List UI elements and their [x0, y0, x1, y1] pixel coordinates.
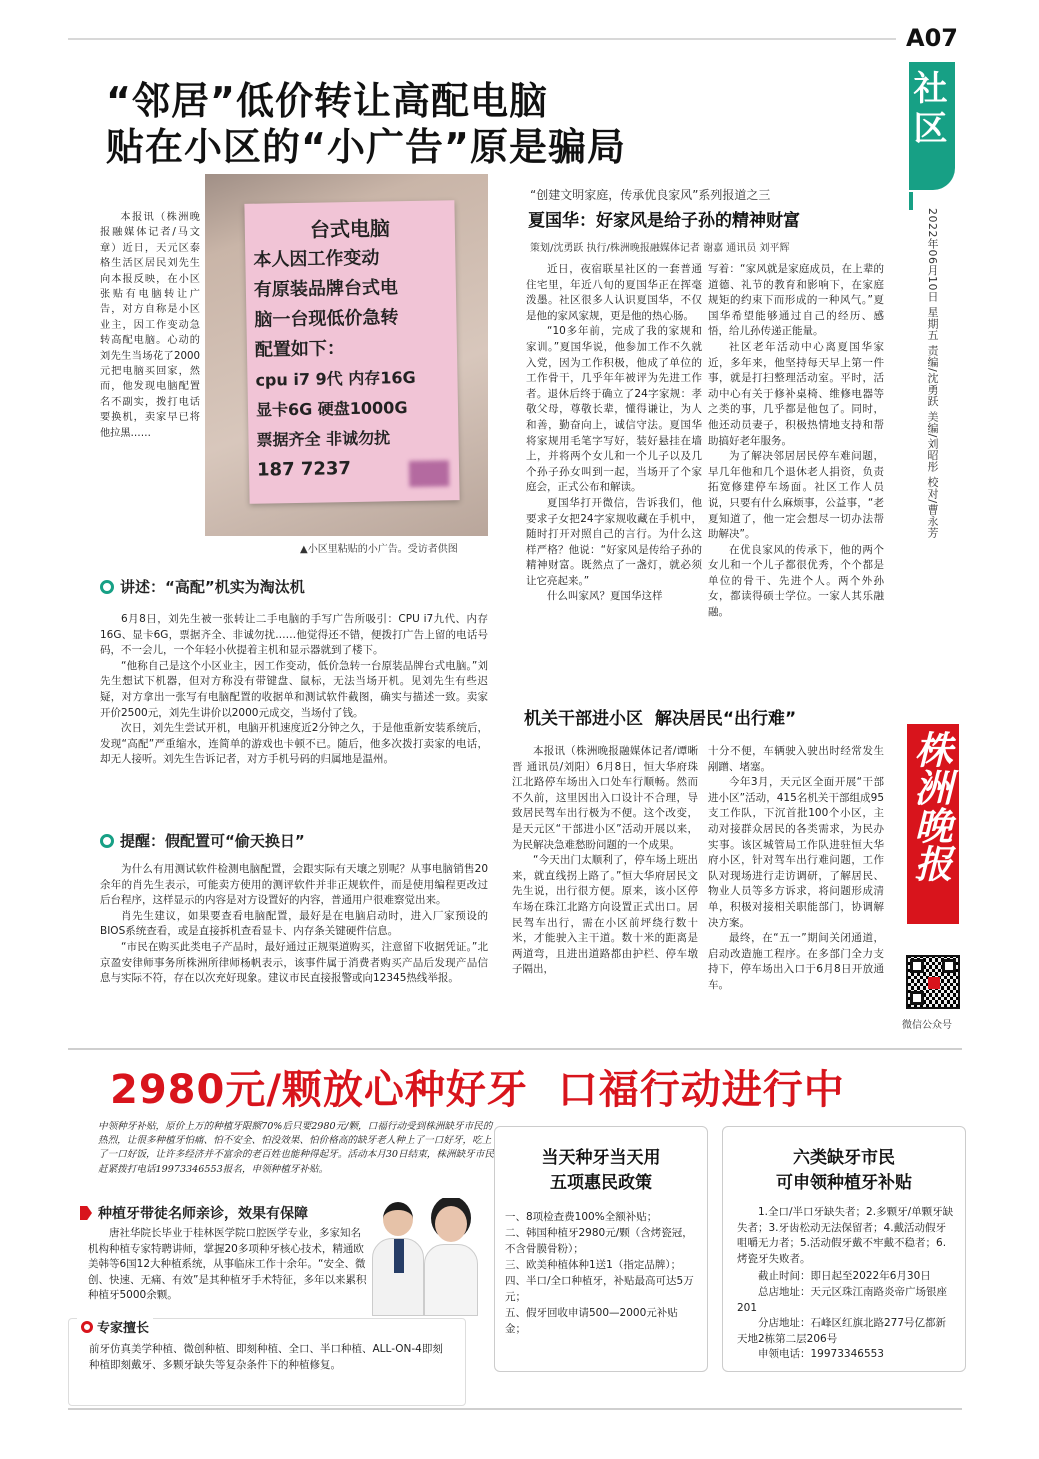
section1-title: 讲述：“高配”机实为淘汰机: [120, 578, 305, 596]
photo-caption: ▲小区里粘贴的小广告。受访者供图: [300, 544, 458, 555]
note-line: 本人因工作变动: [253, 247, 380, 271]
section2-title: 提醒：假配置可“偷天换日”: [120, 832, 305, 850]
paragraph: 近日，夜宿联星社区的一套普通住宅里，年近八旬的夏国华正在挥毫泼墨。社区很多人认识夏国华，不仅是他的家风家规，更是他的热心肠。: [526, 263, 702, 322]
section2-body: [100, 862, 488, 987]
qr-caption: 微信公众号: [902, 1020, 952, 1031]
section-tab: [909, 62, 955, 190]
story2-series: “创建文明家庭，传承优良家风”系列报道之三: [530, 188, 771, 202]
date-line: 2022年06月10日 星期五 责编/沈勇跃 美编/刘昭彤 校对/曹永芳: [926, 208, 939, 539]
subsidy-title-2: 可申领种植牙补贴: [776, 1173, 912, 1193]
section2-heading: [100, 830, 305, 851]
paragraph: “他称自己是这个小区业主，因工作变动，低价急转一台原装品牌台式电脑。”刘先生想试下机器，但对方称没有带键盘、鼠标，无法当场开机。见刘先生有些迟疑，对方拿出一张写有电脑配置的收据单和测试软件截图，确实与描述一致。卖家开价2500元，刘先生讲价以2000元成交，当场付了钱。: [100, 659, 488, 719]
qr-center-logo: [928, 977, 940, 989]
paragraph: “市民在购买此类电子产品时，最好通过正规渠道购买，注意留下收据凭证。”北京盈安律师事务所株洲所律师杨帆表示，该事件属于消费者购买产品后发现产品信息与实际不符，存在以次充好现象。建议市民直接报警或向12345热线举报。: [100, 940, 488, 985]
pink-note: [244, 200, 459, 504]
story2-title: 夏国华：好家风是给子孙的精神财富: [528, 211, 800, 231]
qr-code[interactable]: [906, 955, 960, 1009]
expert-text: 前牙仿真美学种植、微创种植、即刻种植、全口、半口种植、ALL-ON-4即刻种植即刻戴牙、多颗牙缺失等复杂条件下的种植修复。: [89, 1343, 443, 1371]
doctor-heading: [80, 1203, 308, 1223]
section-tab-tail: [909, 192, 913, 210]
policy-box: [494, 1126, 708, 1372]
doctor-female: [424, 1206, 478, 1320]
paragraph: 社区老年活动中心离夏国华家近，多年来，他坚持每天早上第一件事，就是打扫整理活动室。平时，活动中心有关于修补桌椅、维修电器等之类的事，几乎都是他包了。同时，他还动员妻子，积极热情地支持和帮助搞好老年服务。: [708, 340, 884, 447]
expert-label: 专家擅长: [97, 1321, 150, 1336]
note-line: cpu i7 9代 内存16G: [255, 367, 416, 390]
paragraph: “今天出门太顺利了，停车场上班出来，就直线拐上路了。”恒大华府居民文先生说，出行很方便。原来，该小区停车场在珠江北路方向设置正式出口。居民驾车出行，需在小区前坪绕行数十米，才能驶入主干道。数十米的距离是两道弯，且进出道路都由护栏、停车墩子隔出，: [512, 854, 698, 976]
doctor-photo: [368, 1198, 482, 1320]
policy-item: 二、韩国种植牙2980元/颗（含烤瓷冠，不含骨膜骨粉）；: [505, 1227, 693, 1255]
arrow-icon: [80, 1206, 92, 1220]
doctor-male: [372, 1202, 424, 1320]
section1-body: [100, 612, 488, 768]
story2-col1: [526, 262, 702, 605]
note-line: 显卡6G 硬盘1000G: [255, 398, 408, 420]
policy-item: 一、8项检查费100%全额补贴；: [505, 1211, 658, 1223]
subsidy-list: 1.全口/半口牙缺失者；2.多颗牙/单颗牙缺失者；3.牙齿松动无法保留者；4.戴活动假牙咀嚼无力者；5.活动假牙戴不牢戴不稳者；6.烤瓷牙失败者。: [737, 1206, 954, 1265]
expert-label-row: [77, 1317, 153, 1336]
headline: [106, 78, 706, 170]
ring-bullet-icon: [100, 580, 114, 594]
ad-title: 2980元/颗放心种好牙 口福行动进行中: [110, 1067, 845, 1113]
paragraph: 什么叫家风？夏国华这样: [547, 590, 663, 603]
page-number: A07: [906, 24, 958, 52]
photo-pink-note: [205, 174, 488, 536]
policy-title-1: 当天种牙当天用: [541, 1148, 661, 1168]
section1-heading: [100, 576, 305, 597]
policy-title-2: 五项惠民政策: [550, 1173, 652, 1193]
paragraph: 夏国华打开微信，告诉我们，他要求子女把24字家规收藏在手机中，随时打开对照自己的言行。为什么这样严格？他说：“好家风是传给子孙的精神财富。既然点了一盏灯，就必须让它亮起来。”: [526, 496, 702, 587]
policy-item: 四、半口/全口种植牙，补贴最高可达5万元；: [505, 1275, 694, 1303]
story2-col2: [708, 262, 884, 621]
note-line: 票据齐全 非诚勿扰: [256, 428, 391, 450]
expert-box: [68, 1318, 466, 1406]
story3-col2: [708, 744, 884, 994]
bottom-rule: [68, 1408, 962, 1410]
qr-finder-icon: [910, 991, 924, 1005]
note-line: 台式电脑: [309, 216, 391, 242]
ad-intro: 中领种牙补贴，原价上万的种植牙限额70%后只要2980元/颗，口福行动受到株洲缺牙市民的热烈，让很多种植牙怕痛、怕不安全、怕没效果、怕价格高的缺牙老人种上了一口好牙，吃上了一口好饭，让许多经济并不富余的老百姓也能种得起牙。活动本月30日结束，株洲缺牙市民赶紧拨打电话19973346553报名，申领种植牙补贴。: [98, 1121, 494, 1175]
subsidy-info: [723, 1267, 965, 1363]
section-label: 社区: [907, 70, 947, 150]
top-rule: [68, 38, 896, 40]
paragraph: 为了解决邻居居民停车难问题，早几年他和几个退休老人捐资，负责拓宽修建停车场面。社区工作人员说，只要有什么麻烦事，公益事，“老夏知道了，他一定会想尽一切办法帮助解决”。: [708, 450, 884, 541]
policy-item: 三、欧美种植体种1送1（指定品牌）；: [505, 1259, 682, 1271]
note-line: 有原装品牌台式电: [253, 277, 399, 301]
paragraph: 肖先生建议，如果要查看电脑配置，最好是在电脑启动时，进入厂家预设的BIOS系统查看，或是直接拆机查看显卡、内存条关键硬件信息。: [100, 909, 488, 938]
policy-list: [495, 1193, 707, 1337]
ad-separator: [68, 1048, 962, 1050]
ring-bullet-icon: [100, 834, 114, 848]
phone-line[interactable]: 申领电话：19973346553: [758, 1348, 884, 1361]
paragraph: 6月8日，刘先生被一张转让二手电脑的手写广告所吸引：CPU i7九代、内存16G、显卡6G，票据齐全、非诚勿扰……他觉得还不错，便拨打广告上留的电话号码，不一会儿，一个年轻小伙提着主机和显示器就到了楼下。: [100, 613, 488, 657]
note-line: 脑一台现低价急转: [254, 307, 399, 331]
paragraph: 本报讯（株洲晚报融媒体记者/谭晰晋 通讯员/刘阳）6月8日，恒大华府珠江北路停车场出入口处车行顺畅。然而不久前，这里因出入口设计不合理，导致居民驾车出行极为不便。这个改变，是天元区“干部进小区”活动开展以来，为民解决急难愁盼问题的一个成果。: [512, 745, 698, 851]
paragraph: 写着：“家风就是家庭成员，在上辈的道德、礼节的教育和影响下，在家庭规矩的约束下而形成的一种风气。”夏国华希望能够通过自己的经历、感悟，给儿孙传递正能量。: [708, 263, 884, 338]
subsidy-box: [722, 1126, 966, 1372]
info-line: 总店地址：天元区珠江南路炎帝广场银座201: [737, 1285, 947, 1314]
story2-byline: 策划/沈勇跃 执行/株洲晚报融媒体记者 谢嘉 通讯员 刘平辉: [530, 243, 790, 254]
note-line: 配置如下：: [254, 338, 346, 361]
story3-title: 机关干部进小区 解决居民“出行难”: [524, 709, 797, 729]
paragraph: 在优良家风的传承下，他的两个女儿和一个儿子都很优秀，个个都是单位的骨干、先进个人。两个外孙女，都读得硕士学位。一家人其乐融融。: [708, 543, 884, 619]
policy-item: 五、假牙回收申请500—2000元补贴金；: [505, 1307, 678, 1335]
headline-line-2: 贴在小区的“小广告”原是骗局: [106, 125, 626, 169]
qr-finder-icon: [942, 959, 956, 973]
lead-paragraph: 本报讯（株洲晚报融媒体记者/马文章）近日，天元区泰格生活区居民刘先生向本报反映，在小区张贴有电脑转让广告，对方自称是小区业主，因工作变动急转高配电脑。心动的刘先生当场花了2000元把电脑买回家，然而，他发现电脑配置名不副实，拨打电话要换机，卖家早已将他拉黑……: [100, 212, 200, 439]
headline-line-1: “邻居”低价转让高配电脑: [106, 79, 548, 123]
paragraph: 为什么有用测试软件检测电脑配置，会跟实际有天壤之别呢？从事电脑销售20余年的肖先生表示，可能卖方使用的测评软件并非正规软件，而是使用编程更改过后台程序，这样显示的内容是对方设置好的内容，普通用户很难察觉出来。: [100, 863, 488, 907]
ring-bullet-icon: [81, 1321, 93, 1333]
doctor-text: 唐社华院长毕业于桂林医学院口腔医学专业，多家知名机构种植专家特聘讲师，掌握20多项种牙核心技术，精通欧美韩等6国12大种植系统，从事临床工作十余年。“安全、微创、快速、无痛、有效”是其种植牙手术特征，多年以来累积种植牙5000余颗。: [88, 1227, 367, 1302]
paragraph: 最终，在“五一”期间关闭通道，启动改造施工程序。在多部门全力支持下，停车场出入口于6月8日开放通车。: [708, 932, 884, 991]
doctor-title: 种植牙带徒名师亲诊，效果有保障: [98, 1206, 308, 1222]
paragraph: “10多年前，完成了我的家规和家训。”夏国华说，他参加工作不久就入党，因为工作积极，他成了单位的工作骨干，几乎年年被评为先进工作者。退休后终于确立了24字家规：孝敬父母，尊敬长辈，懂得谦让，为人和善，勤奋向上，诚信守法。夏国华将家规用毛笔字写好，装好悬挂在墙上，并将两个女儿和一个儿子以及几个孙子孙女叫到一起，当场开了个家庭会，正式公布和解读。: [526, 325, 702, 494]
qr-finder-icon: [910, 959, 924, 973]
info-line: 截止时间：即日起至2022年6月30日: [758, 1270, 931, 1283]
info-line: 分店地址：石峰区红旗北路277号亿都新天地2栋第二层206号: [737, 1317, 947, 1345]
logo-text: 株洲晚报: [908, 730, 953, 882]
story3-col1: [512, 744, 698, 978]
newspaper-logo: [907, 724, 959, 924]
blurred-phone-digits: [409, 460, 449, 487]
paragraph: 十分不便，车辆驶入驶出时经常发生剐蹭、堵塞。: [708, 745, 884, 773]
note-line: 187 7237: [256, 458, 352, 481]
paragraph: 次日，刘先生尝试开机，电脑开机速度近2分钟之久，于是他重新安装系统后，发现“高配”严重缩水，连简单的游戏也卡顿不已。随后，他多次拨打卖家的电话，却无人接听。刘先生告诉记者，对方手机号码的归属地是温州。: [100, 722, 488, 766]
subsidy-title-1: 六类缺牙市民: [793, 1148, 895, 1168]
paragraph: 今年3月，天元区全面开展“干部进小区”活动，415名机关干部组成95支工作队，下沉首批100个小区，主动对接群众居民的各类需求，为民办实事。该区城管局工作队进驻恒大华府小区，针对驾车出行难问题，工作队对现场进行走访调研，了解居民、物业人员等多方诉求，将问题形成清单，积极对接相关职能部门，协调解决方案。: [708, 776, 884, 929]
